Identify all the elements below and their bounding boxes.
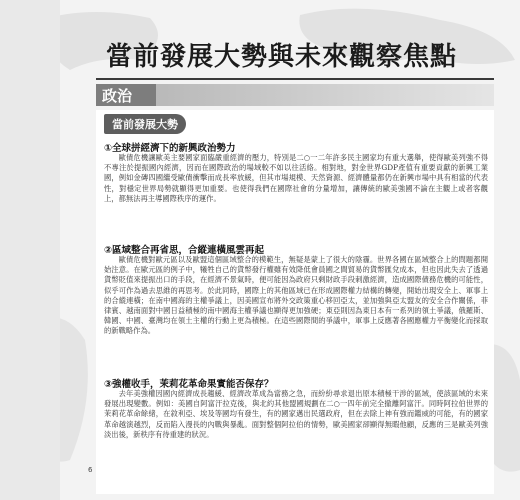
section-header-accent [156,84,494,106]
subhead-tag: 當前發展大勢 [104,114,186,134]
block-heading-1: ①全球拼經濟下的新興政治勢力 [104,143,236,154]
content-panel [96,110,494,494]
page-title: 當前發展大勢與未來觀察焦點 [106,42,458,72]
block-text-1: 歐債危機讓歐美主要國家面臨嚴重經濟的壓力，特別是二○一二年許多民主國家均有重大選舉，使得歐美列強不得不專注於提振國內經濟，因而在國際政治的場域較不如以往活絡。相對地，對金世界GDP產值有重要貢獻的新興工業國，例如金磚四國繼受歐債衝擊而成長率放緩，但其市場規模、天然資源、經濟體量都仍在新興市場中具有相當的代表性，對穩定世界局勢就顯得更加重要。也使得我們在國際社會的分量增加，讓傳統的歐美強國不論在主觀上或者客觀上，都無法再主導國際秩序的運作。 [104,153,488,203]
title-divider [96,78,494,80]
page-number: 6 [88,466,93,474]
page-edge-shade [0,0,60,500]
block-text-2: 歐債危機對歐元區以及歐盟這個區域整合的模範生，無疑是蒙上了很大的陰霾。世界各國在區域整合上的問題都開始注意。在歐元區的例子中，犧牲自己的貨幣發行權雖有效降低會員國之間貿易的貨幣匯兌成本，但也因此失去了透過貨幣貶值來提振出口的手段，在經濟不景氣時，便可能因為政府只剩財政手段刺激經濟，造成國際債務危機的可能性，似乎可作為過去思維的再思考。於此同時，國際上的其他區域已在形成國際權力結構的轉變，開始出現安全上、軍事上的合縱連橫；在南中國海的主權爭議上，因美國宣布將外交政策重心移回亞太，並加強與亞太盟友的安全合作關係，菲律賓、越南面對中國日益積極的南中國海主權爭議也顯得更加強硬；東亞則因為東日本有一系列的領土爭議，俄羅斯、韓國、中國、臺灣均在領土主權的行動上更為積極。在這些國際間的爭議中，軍事上反應著各國應權力平衡變化而採取的新戰略作為。 [104,255,488,336]
section-header [96,84,494,106]
block-heading-3: ③強權收手，茉莉花革命果實能否保存？ [104,379,274,390]
block-text-3: 去年美強權因國內經濟成長趨緩、經濟改革成為當務之急，而紛紛尋求退出原本積極干涉的區域，使該區域的未來發展出現變數。例如：美國自阿富汗拉克後，與北約其他盟國規劃在二○一四年前完全撤離阿富汗。同時阿拉伯世界的茉莉花革命餘緒，在敘利亞、埃及等國均有發生，有的國家邁出民選政府，但在去除上神有強而鑑威的可能，有的國家革命越演越烈，反而陷入漫長的內戰與暴亂。面對整個阿拉伯的情勢，歐美國家卻顯得無暇他顧，反應的三是歐美列強淡出後，新秩序有待重建的狀況。 [104,389,488,439]
block-heading-2: ②區域整合再省思，合縱連橫風雲再起 [104,245,265,256]
section-label: 政治 [102,87,133,105]
